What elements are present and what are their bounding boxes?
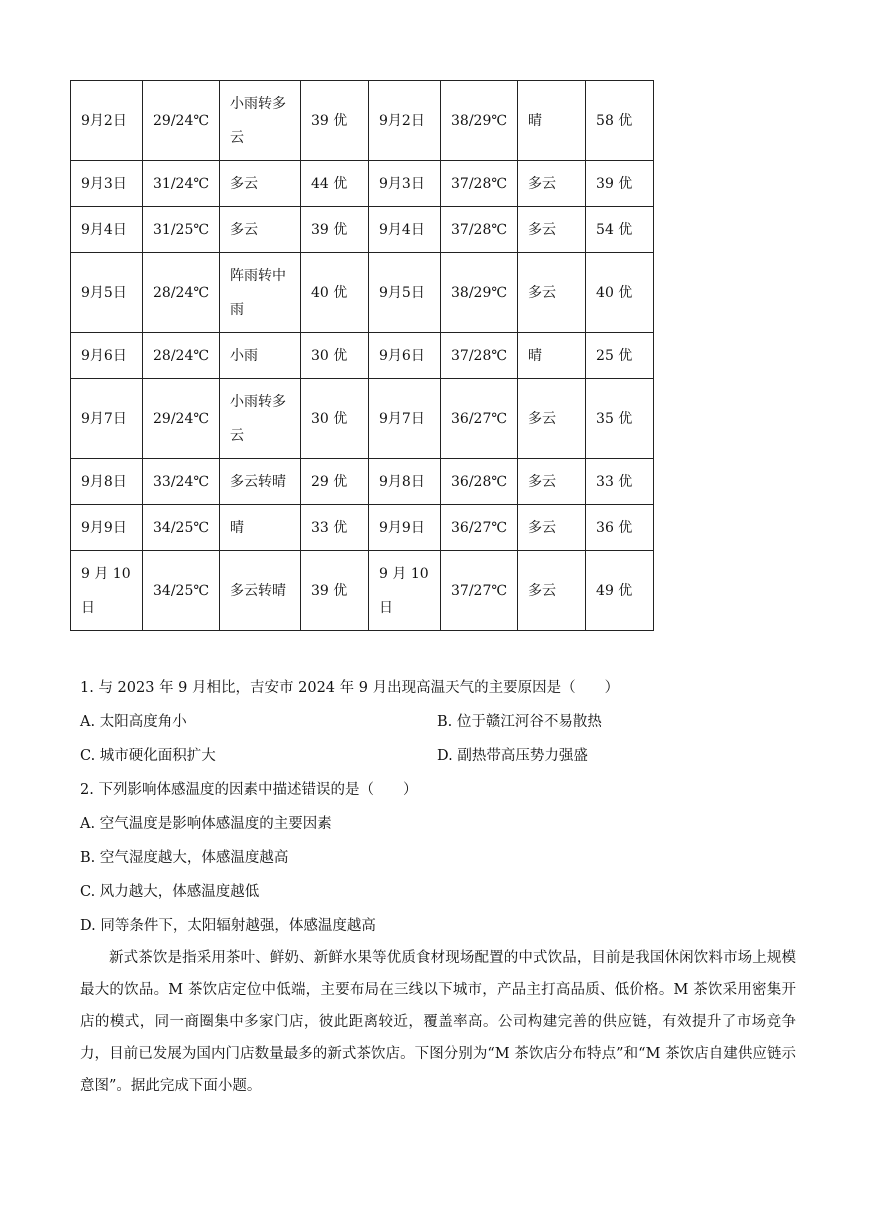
table-cell: 28/24℃	[143, 253, 220, 333]
table-cell: 39 优	[301, 81, 369, 161]
table-cell: 阵雨转中雨	[220, 253, 301, 333]
table-cell: 9月2日	[71, 81, 143, 161]
table-cell: 37/28℃	[441, 333, 518, 379]
table-cell: 晴	[518, 333, 586, 379]
table-cell: 25 优	[586, 333, 654, 379]
question-2-stem: 2. 下列影响体感温度的因素中描述错误的是（ ）	[80, 782, 418, 798]
table-cell: 多云	[220, 161, 301, 207]
table-cell: 33 优	[301, 505, 369, 551]
table-cell: 31/25℃	[143, 207, 220, 253]
table-cell: 9 月 10 日	[71, 551, 143, 631]
table-cell: 9月9日	[369, 505, 441, 551]
table-cell: 31/24℃	[143, 161, 220, 207]
table-cell: 9月9日	[71, 505, 143, 551]
table-row	[71, 379, 654, 459]
table-row	[71, 551, 654, 631]
table-cell: 58 优	[586, 81, 654, 161]
table-cell: 9月4日	[369, 207, 441, 253]
table-cell: 多云	[518, 551, 586, 631]
table-cell: 29 优	[301, 459, 369, 505]
table-cell: 37/27℃	[441, 551, 518, 631]
table-cell: 多云	[518, 505, 586, 551]
table-cell: 29/24℃	[143, 81, 220, 161]
question-2-option-c[interactable]: C. 风力越大，体感温度越低	[80, 884, 260, 900]
table-cell: 9月3日	[369, 161, 441, 207]
table-cell: 33 优	[586, 459, 654, 505]
table-cell: 9月2日	[369, 81, 441, 161]
table-cell: 39 优	[301, 551, 369, 631]
table-cell: 34/25℃	[143, 551, 220, 631]
question-1-option-d[interactable]: D. 副热带高压势力强盛	[437, 748, 588, 764]
table-cell: 9月8日	[71, 459, 143, 505]
table-cell: 36/27℃	[441, 505, 518, 551]
table-cell: 38/29℃	[441, 81, 518, 161]
table-cell: 9月5日	[71, 253, 143, 333]
table-cell: 37/28℃	[441, 207, 518, 253]
table-cell: 9月6日	[369, 333, 441, 379]
table-cell: 小雨	[220, 333, 301, 379]
table-cell: 9月7日	[369, 379, 441, 459]
table-row	[71, 81, 654, 161]
table-cell: 40 优	[586, 253, 654, 333]
table-cell: 多云	[518, 161, 586, 207]
table-row	[71, 207, 654, 253]
table-cell: 36/27℃	[441, 379, 518, 459]
table-cell: 9月6日	[71, 333, 143, 379]
table-cell: 36/28℃	[441, 459, 518, 505]
table-cell: 9月4日	[71, 207, 143, 253]
table-cell: 30 优	[301, 333, 369, 379]
question-1-option-c[interactable]: C. 城市硬化面积扩大	[80, 748, 216, 764]
question-2-option-d[interactable]: D. 同等条件下，太阳辐射越强，体感温度越高	[80, 918, 376, 934]
table-cell: 多云	[518, 207, 586, 253]
table-cell: 36 优	[586, 505, 654, 551]
table-cell: 多云	[518, 253, 586, 333]
table-cell: 多云	[518, 459, 586, 505]
table-cell: 44 优	[301, 161, 369, 207]
table-cell: 晴	[220, 505, 301, 551]
table-cell: 9月5日	[369, 253, 441, 333]
table-cell: 40 优	[301, 253, 369, 333]
table-cell: 54 优	[586, 207, 654, 253]
table-row	[71, 161, 654, 207]
table-cell: 33/24℃	[143, 459, 220, 505]
table-row	[71, 505, 654, 551]
table-row	[71, 459, 654, 505]
table-cell: 多云转晴	[220, 551, 301, 631]
question-1-stem: 1. 与 2023 年 9 月相比，吉安市 2024 年 9 月出现高温天气的主要原因是（ ）	[80, 680, 620, 696]
table-cell: 29/24℃	[143, 379, 220, 459]
table-cell: 晴	[518, 81, 586, 161]
table-cell: 28/24℃	[143, 333, 220, 379]
table-row	[71, 253, 654, 333]
table-cell: 38/29℃	[441, 253, 518, 333]
question-2-option-b[interactable]: B. 空气湿度越大，体感温度越高	[80, 850, 289, 866]
table-cell: 35 优	[586, 379, 654, 459]
table-cell: 34/25℃	[143, 505, 220, 551]
table-cell: 多云	[220, 207, 301, 253]
table-cell: 39 优	[301, 207, 369, 253]
weather-table	[70, 80, 654, 631]
table-cell: 49 优	[586, 551, 654, 631]
table-cell: 多云	[518, 379, 586, 459]
table-cell: 9月3日	[71, 161, 143, 207]
question-1-option-b[interactable]: B. 位于赣江河谷不易散热	[437, 714, 602, 730]
table-cell: 9月7日	[71, 379, 143, 459]
question-1-option-a[interactable]: A. 太阳高度角小	[80, 714, 187, 730]
table-cell: 小雨转多云	[220, 379, 301, 459]
table-row	[71, 333, 654, 379]
table-cell: 多云转晴	[220, 459, 301, 505]
table-cell: 9月8日	[369, 459, 441, 505]
table-cell: 37/28℃	[441, 161, 518, 207]
table-cell: 9 月 10 日	[369, 551, 441, 631]
reading-passage: 新式茶饮是指采用茶叶、鲜奶、新鲜水果等优质食材现场配置的中式饮品，目前是我国休闲饮料市场上规模最大的饮品。M 茶饮店定位中低端，主要布局在三线以下城市，产品主打高品质、低价格。M 茶饮采用密集开店的模式，同一商圈集中多家门店，彼此距离较近，覆盖率高。公司构建完善的供应链，有效提升了市场竞争力，目前已发展为国内门店数量最多的新式茶饮店。下图分别为“M 茶饮店分布特点”和“M 茶饮店自建供应链示意图”。据此完成下面小题。	[80, 950, 796, 1094]
table-cell: 30 优	[301, 379, 369, 459]
table-cell: 39 优	[586, 161, 654, 207]
table-cell: 小雨转多云	[220, 81, 301, 161]
question-2-option-a[interactable]: A. 空气温度是影响体感温度的主要因素	[80, 816, 332, 832]
